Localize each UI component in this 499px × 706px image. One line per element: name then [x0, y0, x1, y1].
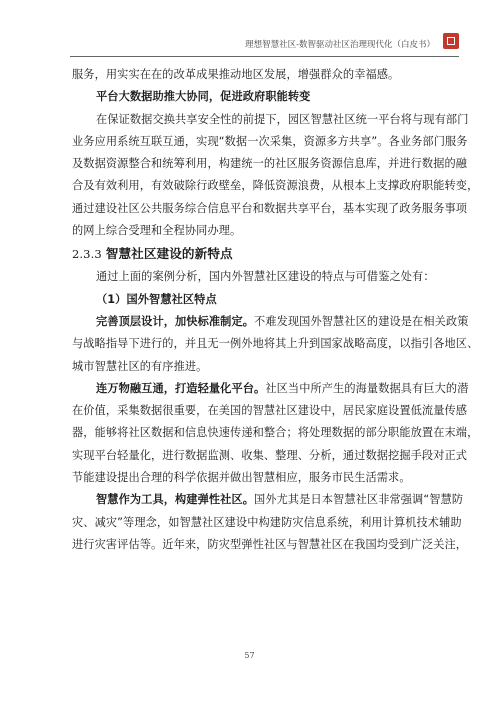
section-number: 2.3.3: [72, 247, 102, 262]
body-text: 实现平台轻量化，进行数据监测、收集、整理、分析，通过数据挖掘手段对正式: [72, 448, 468, 462]
body-text: 智慧社区建设的新特点: [105, 246, 233, 262]
text-line: [72, 311, 469, 333]
body-text: 合及有效利用，有效破除行政壁垒，降低资源浪费，从根本上支撑政府职能转变，: [72, 179, 479, 193]
body-text: 在价值，采集数据很重要，在美国的智慧社区建设中，居民家庭设置低流量传感: [72, 404, 468, 418]
body-text: 不难发现国外智慧社区的建设是在相关政策: [254, 314, 469, 328]
text-line: [72, 175, 479, 197]
text-line: [72, 356, 448, 378]
section-heading: [72, 242, 448, 266]
body-text: 及数据资源整合和统筹利用，构建统一的社区服务资源信息库，并进行数据的融: [72, 157, 468, 171]
text-line: [72, 445, 468, 467]
text-line: [72, 289, 448, 311]
text-line: [72, 422, 479, 444]
body-text: 节能建设提出合理的科学依据并做出智慧相应，服务市民生活需求。: [72, 471, 411, 485]
text-line: [72, 266, 448, 288]
body-text: 城市智慧社区的有序推进。: [72, 359, 208, 373]
header-title: 理想智慧社区-数智驱动社区治理现代化（白皮书）: [245, 40, 435, 50]
body-text: 社区当中所产生的海量数据具有巨大的潜: [265, 381, 469, 395]
body-text: 通过上面的案例分析，国内外智慧社区建设的特点与可借鉴之处有：: [96, 270, 435, 284]
body-text: 进行灾害评估等。近年来，防灾型弹性社区与智慧社区在我国均受到广泛关注，: [72, 537, 468, 551]
text-line: [72, 198, 468, 220]
bold-lead-text: 连万物融互通，打造轻量化平台。: [96, 381, 266, 395]
body-text: 在保证数据交换共享安全性的前提下，园区智慧社区统一平台将与现有部门: [96, 112, 469, 126]
body-text: 业务应用系统互联互通，实现“数据一次采集，资源多方共享”。各业务部门服务: [72, 134, 468, 148]
book-seal-icon: [443, 33, 459, 49]
page-header: [70, 30, 459, 52]
bold-lead-text: 智慧作为工具，构建弹性社区。: [96, 493, 255, 507]
text-line: [72, 64, 448, 86]
page-number: 57: [244, 651, 255, 660]
body-text: 的网上综合受理和全程协同办理。: [72, 224, 242, 238]
text-line: [72, 131, 468, 153]
text-line: [72, 467, 448, 489]
text-line: [72, 378, 469, 400]
body-text: 国外尤其是日本智慧社区非常强调“智慧防: [254, 493, 464, 507]
text-line: [72, 86, 448, 108]
body-text: 器，能够将社区数据和信息快速传递和整合；将处理数据的部分职能放置在末端，: [72, 426, 479, 440]
text-line: [72, 153, 468, 175]
body-text: 灾、减灾”等理念，如智慧社区建设中构建防灾信息系统，利用计算机技术辅助: [72, 515, 462, 529]
text-line: [72, 333, 479, 355]
text-line: [72, 512, 462, 534]
header-rule: [70, 56, 459, 57]
document-body: [72, 64, 479, 556]
text-line: [72, 489, 464, 511]
bold-lead-text: 完善顶层设计，加快标准制定。: [96, 314, 255, 328]
body-text: 通过建设社区公共服务综合信息平台和数据共享平台，基本实现了政务服务事项: [72, 201, 468, 215]
text-line: [72, 109, 469, 131]
bold-lead-text: 平台大数据助推大协同，促进政府职能转变: [96, 90, 311, 104]
text-line: [72, 220, 448, 242]
body-text: 服务，用实实在在的改革成果推动地区发展，增强群众的幸福感。: [72, 68, 400, 81]
body-text: 与战略指导下进行的，并且无一例外地将其上升到国家战略高度，以指引各地区、: [72, 337, 479, 351]
bold-lead-text: （1）国外智慧社区特点: [96, 292, 217, 306]
text-line: [72, 534, 468, 556]
text-line: [72, 400, 468, 422]
